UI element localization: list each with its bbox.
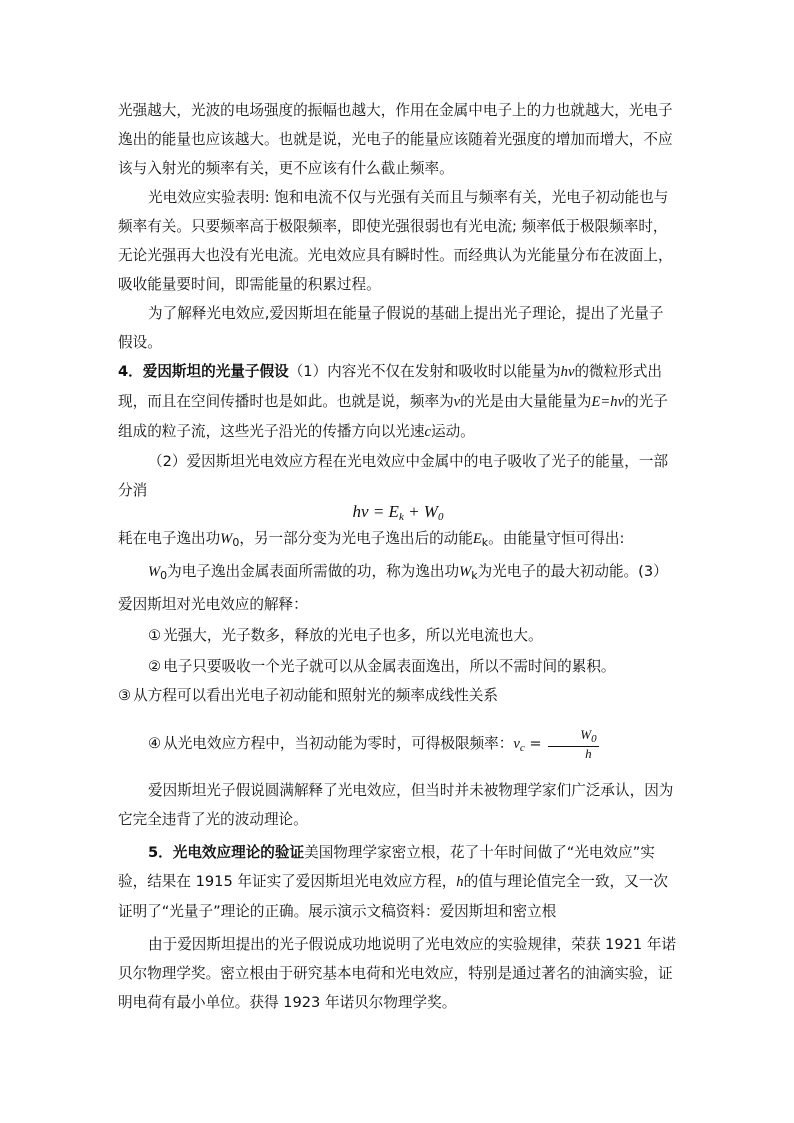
paragraph-photoelectric-equation: （2）爱因斯坦光电效应方程在光电效应中金属中的电子吸收了光子的能量，一部分消 [118, 453, 669, 499]
list-item-2-3: ② 电子只要吸收一个光子就可以从金属表面逸出，所以不需时间的累积。③ 从方程可以看出光电子初动能和照射光的频率成线性关系 [118, 658, 616, 704]
section-intro [118, 96, 678, 505]
energy-equation: E=hν [591, 394, 625, 410]
nu-symbol: ν [453, 394, 461, 410]
threshold-frequency-fraction: $\frac{W_0}{h}$ [548, 728, 598, 761]
paragraph-millikan-verification: 5．光电效应理论的验证美国物理学家密立根，花了十年时间做了“光电效应”实验，结果在 1915 年证实了爱因斯坦光电效应方程，h的值与理论值完全一致，又一次证明了“光量子”理论的正确。展示演示文稿资料：爱因斯坦和密立根 [118, 844, 668, 920]
paragraph-classical-theory: 光强越大，光波的电场强度的振幅也越大，作用在金属中电子上的力也就越大，光电子逸出的能量也应该越大。也就是说，光电子的能量应该随着光强度的增加而增大，不应该与入射光的频率有关，更不应该有什么截止频率。 [118, 102, 673, 177]
paragraph-experiment-results: 光电效应实验表明: 饱和电流不仅与光强有关而且与频率有关，光电子初动能也与频率有关。只要频率高于极限频率，即使光强很弱也有光电流; 频率低于极限频率时，无论光强再大也没有光电流。光电效应具有瞬时性。而经典认为光能量分布在波面上，吸收能量要时间，即需能量的积累过程。 [118, 189, 673, 293]
photoelectric-equation-formula: $h\nu = E_k + W_0$ [352, 502, 444, 523]
paragraph-energy-conservation: 耗在电子逸出功$W_0$，另一部分变为光电子逸出后的动能$E_k$。由能量守恒可得出: [118, 530, 625, 549]
paragraph-work-function: $W_0$为电子逸出金属表面所需做的功，称为逸出功$W_k$为光电子的最大初动能。(3）爱因斯坦对光电效应的解释： [118, 563, 668, 613]
paragraph-light-quantum-hypothesis: 4．爱因斯坦的光量子假设（1）内容光不仅在发射和吸收时以能量为hν的微粒形式出现，而且在空间传播时也是如此。也就是说，频率为ν的光是由大量能量为E=hν的光子组成的粒子流，这些光子沿光的传播方向以光速c运动。 [118, 363, 668, 440]
paragraph-not-accepted: 爱因斯坦光子假说圆满解释了光电效应，但当时并未被物理学家们广泛承认，因为它完全违背了光的波动理论。 [118, 782, 674, 828]
list-item-4: ④ 从光电效应方程中，当初动能为零时，可得极限频率：$\nu_c$ = $\frac{W_0}{h}$ [148, 726, 597, 761]
paragraph-nobel-prize: 由于爱因斯坦提出的光子假说成功地说明了光电效应的实验规律，荣获 1921 年诺贝尔物理学奖。密立根由于研究基本电荷和光电效应，特别是通过著名的油滴实验，证明电荷有最小单位。获得 1923 年诺贝尔物理学奖。 [118, 936, 677, 1011]
paragraph-einstein-intro: 为了解释光电效应,爱因斯坦在能量子假说的基础上提出光子理论，提出了光量子假设。 [118, 305, 664, 351]
h-symbol: h [456, 874, 464, 890]
hnu-symbol: hν [560, 364, 575, 380]
list-item-1: ① 光强大，光子数多，释放的光电子也多，所以光电流也大。 [148, 627, 543, 644]
section-heading-5: 5．光电效应理论的验证 [148, 844, 305, 861]
c-symbol: c [424, 424, 431, 440]
section-heading-4: 4．爱因斯坦的光量子假设 [118, 363, 289, 380]
nu-c-symbol: ν [513, 736, 520, 752]
section-explanation [118, 524, 678, 1017]
